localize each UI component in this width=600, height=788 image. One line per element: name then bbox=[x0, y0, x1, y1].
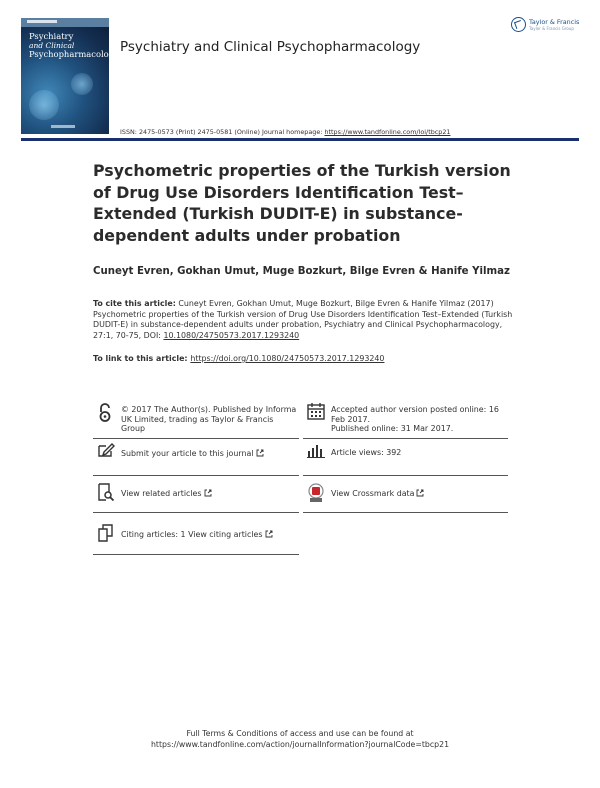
submit-article-link[interactable]: Submit your article to this journal bbox=[121, 449, 254, 458]
accepted-date: Accepted author version posted online: 16 Feb 2017. bbox=[331, 405, 499, 424]
citation-label: To cite this article: bbox=[93, 299, 176, 308]
cover-header-bar bbox=[21, 18, 109, 27]
citation-block bbox=[93, 299, 513, 341]
cover-publisher-mark bbox=[51, 125, 75, 128]
article-views: Article views: 392 bbox=[331, 448, 402, 457]
citing-cell[interactable] bbox=[93, 514, 299, 555]
article-authors: Cuneyt Evren, Gokhan Umut, Muge Bozkurt, Bilge Evren & Hanife Yilmaz bbox=[93, 266, 510, 277]
published-date: Published online: 31 Mar 2017. bbox=[331, 424, 454, 434]
crossmark-icon bbox=[307, 483, 325, 503]
article-title: Psychometric properties of the Turkish version of Drug Use Disorders Identification Test–Extended (Turkish DUDIT-E) in substance-dependent adults under probation bbox=[93, 161, 511, 245]
edit-icon bbox=[97, 442, 115, 458]
link-label: To link to this article: bbox=[93, 354, 191, 363]
citation-documents-icon bbox=[97, 524, 115, 542]
journal-homepage-link[interactable]: https://www.tandfonline.com/loi/tbcp21 bbox=[324, 128, 451, 136]
related-articles-link[interactable]: View related articles bbox=[121, 489, 202, 498]
related-cell[interactable] bbox=[93, 477, 299, 513]
license-cell: © 2017 The Author(s). Published by Informa UK Limited, trading as Taylor & Francis Group bbox=[93, 401, 299, 439]
citation-text: Cuneyt Evren, Gokhan Umut, Muge Bozkurt, Bilge Evren & Hanife Yilmaz (2017) Psychometric properties of the Turkish version of Drug Use Disorders Identification Test–Extended (Turkish DUDIT-E) in substance-dependent adults under probation, Psychiatry and Clinical Psychopharmacology, 27:1, 70-75, DOI: bbox=[93, 299, 513, 340]
article-doi-url-link[interactable]: https://doi.org/10.1080/24750573.2017.1293240 bbox=[190, 354, 385, 363]
issn-line: ISSN: 2475-0573 (Print) 2475-0581 (Online) Journal homepage: https://www.tandfonline.com/loi/tbcp21 bbox=[120, 128, 451, 136]
doi-link[interactable]: 10.1080/24750573.2017.1293240 bbox=[163, 330, 300, 340]
tf-logo-icon bbox=[511, 17, 526, 32]
taylor-francis-logo[interactable]: Taylor & Francis Taylor & Francis Group bbox=[511, 16, 583, 38]
citing-articles-link[interactable]: Citing articles: 1 View citing articles bbox=[121, 530, 263, 539]
journal-title[interactable]: Psychiatry and Clinical Psychopharmacology bbox=[120, 39, 421, 55]
external-link-icon bbox=[204, 489, 212, 497]
views-cell bbox=[303, 440, 508, 476]
crossmark-cell[interactable] bbox=[303, 477, 508, 513]
search-document-icon bbox=[97, 483, 115, 501]
footer-terms: Full Terms & Conditions of access and use can be found at https://www.tandfonline.com/action/journalInformation?journalCode=tbcp21 bbox=[0, 728, 600, 750]
header-divider bbox=[21, 138, 579, 141]
cover-glow bbox=[29, 90, 59, 120]
calendar-icon bbox=[307, 402, 325, 420]
external-link-icon bbox=[256, 449, 264, 457]
crossmark-data-link[interactable]: View Crossmark data bbox=[331, 489, 415, 498]
submit-cell[interactable] bbox=[93, 440, 299, 476]
cover-title: Psychiatry and Clinical Psychopharmacology bbox=[29, 31, 119, 59]
external-link-icon bbox=[265, 530, 273, 538]
cover-glow bbox=[71, 73, 93, 95]
bar-chart-icon bbox=[307, 443, 325, 458]
external-link-icon bbox=[416, 489, 424, 497]
terms-link[interactable]: https://www.tandfonline.com/action/journalInformation?journalCode=tbcp21 bbox=[150, 740, 450, 749]
open-access-icon bbox=[97, 403, 113, 423]
article-link-line bbox=[93, 354, 384, 363]
journal-cover bbox=[21, 18, 119, 134]
dates-cell bbox=[303, 401, 508, 439]
